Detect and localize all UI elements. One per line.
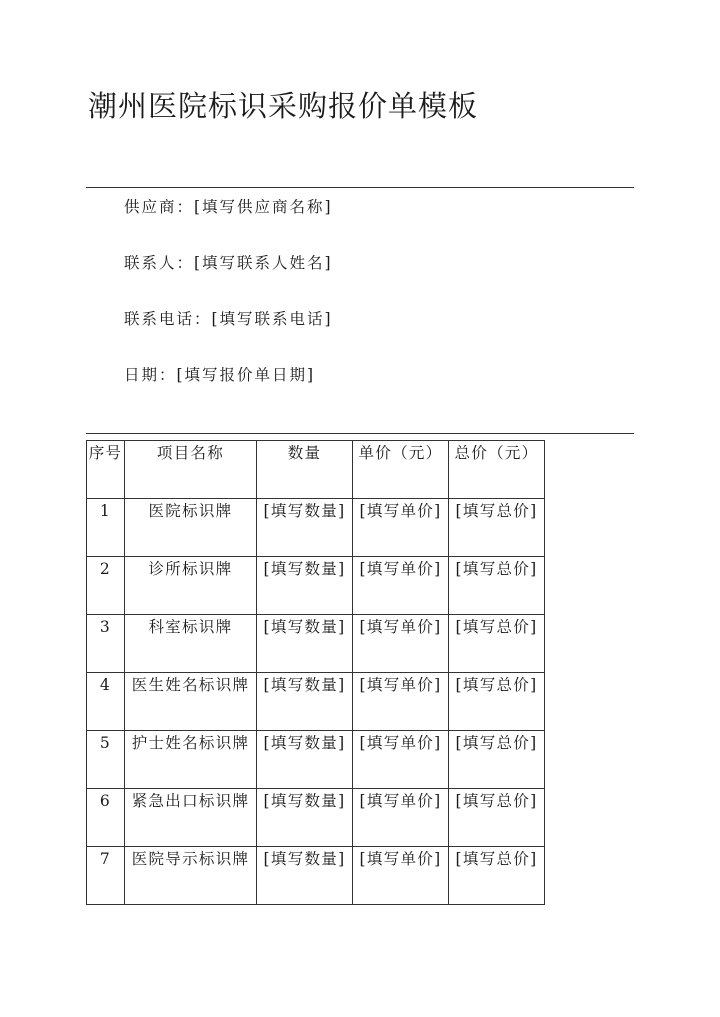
table-row: [87, 615, 545, 673]
cell-index: 6: [87, 789, 125, 847]
header-unit-price: 单价（元）: [353, 441, 449, 499]
cell-index: 5: [87, 731, 125, 789]
supplier-line: 供应商：[填写供应商名称]: [124, 198, 333, 216]
bottom-divider: [86, 433, 634, 434]
cell-total-price: [填写总价]: [449, 847, 545, 905]
cell-item-name: 护士姓名标识牌: [125, 731, 257, 789]
cell-unit-price: [填写单价]: [353, 615, 449, 673]
cell-quantity: [填写数量]: [257, 499, 353, 557]
cell-index: 7: [87, 847, 125, 905]
cell-total-price: [填写总价]: [449, 499, 545, 557]
cell-unit-price: [填写单价]: [353, 557, 449, 615]
cell-total-price: [填写总价]: [449, 615, 545, 673]
phone-line: 联系电话：[填写联系电话]: [124, 310, 333, 328]
top-divider: [86, 187, 634, 188]
table-row: [87, 731, 545, 789]
cell-index: 2: [87, 557, 125, 615]
table-header-row: [87, 441, 545, 499]
cell-item-name: 科室标识牌: [125, 615, 257, 673]
header-quantity: 数量: [257, 441, 353, 499]
cell-total-price: [填写总价]: [449, 557, 545, 615]
cell-total-price: [填写总价]: [449, 731, 545, 789]
cell-total-price: [填写总价]: [449, 789, 545, 847]
cell-unit-price: [填写单价]: [353, 789, 449, 847]
cell-unit-price: [填写单价]: [353, 499, 449, 557]
cell-total-price: [填写总价]: [449, 673, 545, 731]
cell-quantity: [填写数量]: [257, 615, 353, 673]
cell-quantity: [填写数量]: [257, 789, 353, 847]
cell-item-name: 医院标识牌: [125, 499, 257, 557]
cell-quantity: [填写数量]: [257, 557, 353, 615]
cell-index: 4: [87, 673, 125, 731]
header-index: 序号: [87, 441, 125, 499]
cell-item-name: 医生姓名标识牌: [125, 673, 257, 731]
table-row: [87, 557, 545, 615]
cell-quantity: [填写数量]: [257, 731, 353, 789]
cell-index: 3: [87, 615, 125, 673]
cell-item-name: 诊所标识牌: [125, 557, 257, 615]
cell-index: 1: [87, 499, 125, 557]
date-line: 日期：[填写报价单日期]: [124, 366, 316, 384]
header-item-name: 项目名称: [125, 441, 257, 499]
table-row: [87, 673, 545, 731]
cell-quantity: [填写数量]: [257, 673, 353, 731]
document-title: 潮州医院标识采购报价单模板: [88, 89, 479, 123]
table-row: [87, 847, 545, 905]
cell-unit-price: [填写单价]: [353, 731, 449, 789]
cell-item-name: 医院导示标识牌: [125, 847, 257, 905]
cell-item-name: 紧急出口标识牌: [125, 789, 257, 847]
table-row: [87, 789, 545, 847]
cell-unit-price: [填写单价]: [353, 847, 449, 905]
cell-unit-price: [填写单价]: [353, 673, 449, 731]
cell-quantity: [填写数量]: [257, 847, 353, 905]
table-row: [87, 499, 545, 557]
quote-table: [86, 440, 545, 905]
header-total-price: 总价（元）: [449, 441, 545, 499]
contact-line: 联系人：[填写联系人姓名]: [124, 254, 333, 272]
